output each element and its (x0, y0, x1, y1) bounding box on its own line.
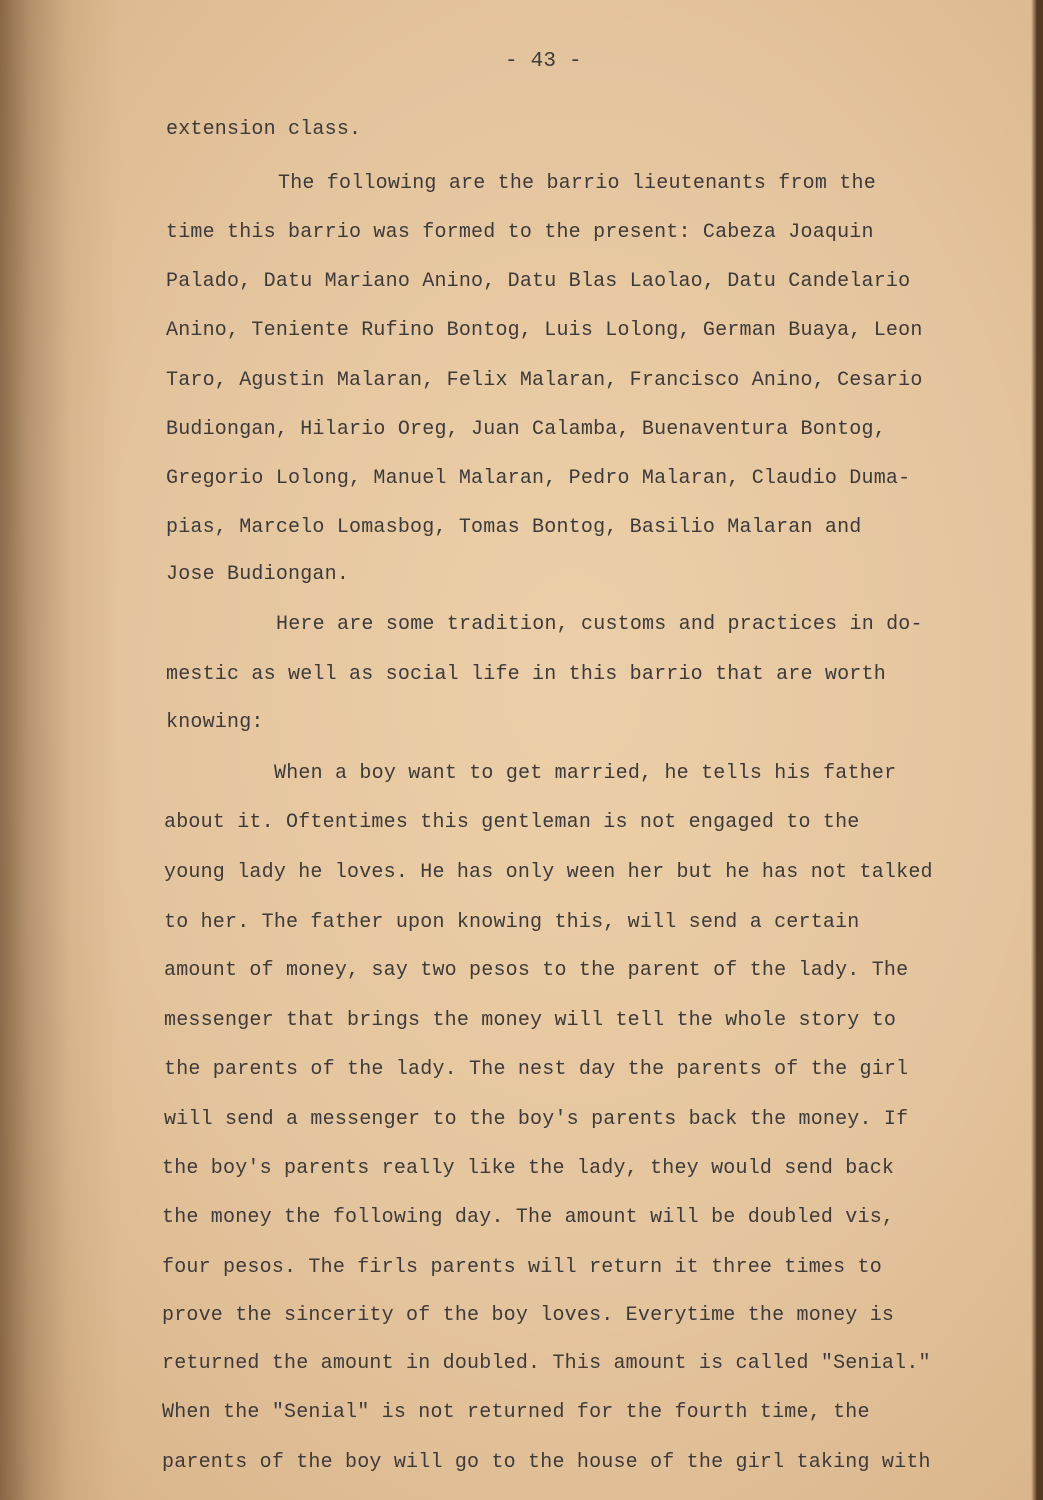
text-line: When the "Senial" is not returned for the fourth time, the (162, 1401, 870, 1424)
text-line: knowing: (166, 711, 264, 734)
text-line: four pesos. The firls parents will return it three times to (162, 1256, 882, 1279)
text-line: to her. The father upon knowing this, will send a certain (164, 911, 860, 934)
text-line: prove the sincerity of the boy loves. Everytime the money is (162, 1304, 895, 1327)
text-line: Palado, Datu Mariano Anino, Datu Blas Laolao, Datu Candelario (166, 270, 911, 293)
text-line: the money the following day. The amount will be doubled vis, (162, 1206, 895, 1229)
text-line: Jose Budiongan. (166, 563, 350, 586)
text-line: When a boy want to get married, he tells his father (274, 762, 897, 785)
text-line: parents of the boy will go to the house of the girl taking with (162, 1451, 931, 1474)
page-number: - 43 - (505, 50, 582, 73)
text-line: pias, Marcelo Lomasbog, Tomas Bontog, Basilio Malaran and (166, 516, 862, 539)
text-line: Here are some tradition, customs and practices in do- (276, 613, 923, 636)
text-line: mestic as well as social life in this barrio that are worth (166, 663, 886, 686)
text-line: young lady he loves. He has only ween her but he has not talked (164, 861, 933, 884)
text-line: Budiongan, Hilario Oreg, Juan Calamba, Buenaventura Bontog, (166, 418, 886, 441)
text-line: the boy's parents really like the lady, they would send back (162, 1157, 895, 1180)
text-line: The following are the barrio lieutenants from the (278, 172, 876, 195)
text-line: Gregorio Lolong, Manuel Malaran, Pedro Malaran, Claudio Duma- (166, 467, 911, 490)
text-line: amount of money, say two pesos to the parent of the lady. The (164, 959, 909, 982)
text-line: time this barrio was formed to the present: Cabeza Joaquin (166, 221, 874, 244)
text-line: Anino, Teniente Rufino Bontog, Luis Lolong, German Buaya, Leon (166, 319, 923, 342)
text-line: the parents of the lady. The nest day the parents of the girl (164, 1058, 909, 1081)
text-line: about it. Oftentimes this gentleman is not engaged to the (164, 811, 860, 834)
text-line: Taro, Agustin Malaran, Felix Malaran, Francisco Anino, Cesario (166, 369, 923, 392)
text-line: extension class. (166, 118, 362, 141)
text-line: will send a messenger to the boy's parents back the money. If (164, 1108, 909, 1131)
text-line: messenger that brings the money will tell the whole story to (164, 1009, 897, 1032)
text-line: returned the amount in doubled. This amount is called "Senial." (162, 1352, 931, 1375)
